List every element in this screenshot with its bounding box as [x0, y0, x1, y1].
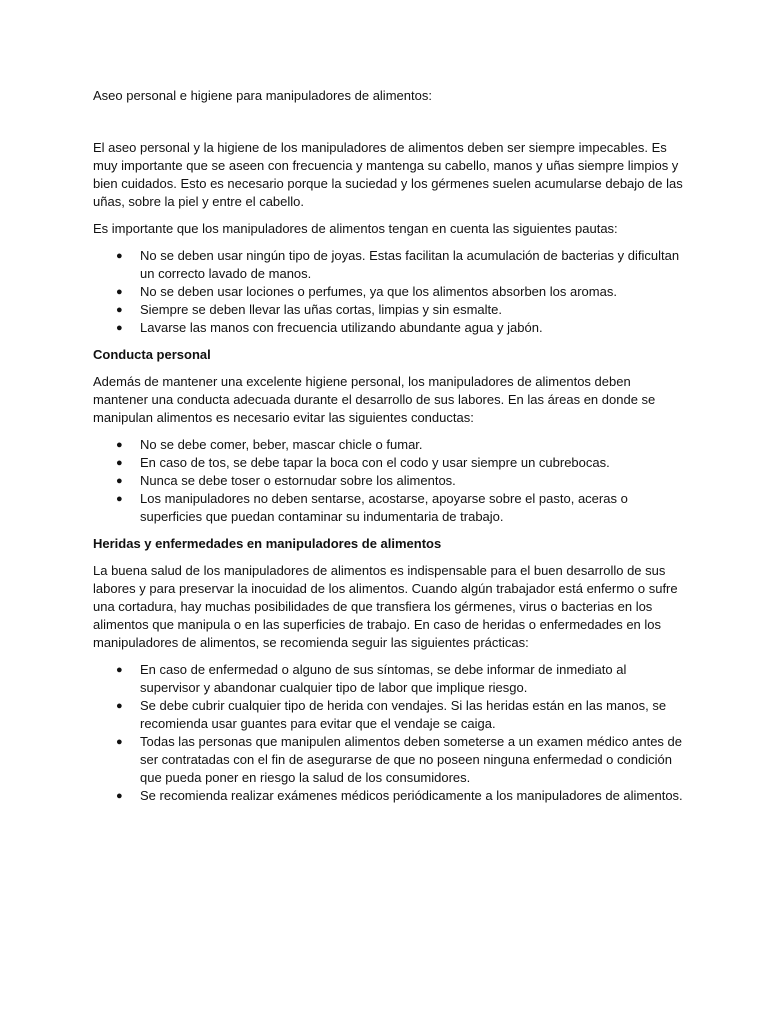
bullet-icon: ● — [116, 664, 123, 676]
bullet-icon: ● — [116, 286, 123, 298]
list-item-text: Siempre se deben llevar las uñas cortas, limpias y sin esmalte. — [140, 302, 502, 317]
conduct-list — [93, 436, 683, 526]
bullet-icon: ● — [116, 304, 123, 316]
guidelines-intro: Es importante que los manipuladores de alimentos tengan en cuenta las siguientes pautas: — [93, 221, 618, 236]
list-item — [93, 490, 683, 526]
list-item-text: No se debe comer, beber, mascar chicle o fumar. — [140, 437, 423, 452]
list-item — [93, 454, 683, 472]
conduct-heading: Conducta personal — [93, 347, 211, 362]
list-item — [93, 436, 683, 454]
list-item — [93, 301, 683, 319]
bullet-icon: ● — [116, 736, 123, 748]
bullet-icon: ● — [116, 493, 123, 505]
intro-paragraph: El aseo personal y la higiene de los manipuladores de alimentos deben ser siempre impecables. Es muy importante que se aseen con frecuencia y mantenga su cabello, manos y uñas siempre limpios y bien cuidados. Esto es necesario porque la suciedad y los gérmenes suelen acumularse debajo de las uñas, sobre la piel y entre el cabello. — [93, 140, 683, 209]
list-item-text: Nunca se debe toser o estornudar sobre los alimentos. — [140, 473, 456, 488]
bullet-icon: ● — [116, 250, 123, 262]
injuries-paragraph: La buena salud de los manipuladores de alimentos es indispensable para el buen desarrollo de sus labores y para preservar la inocuidad de los alimentos. Cuando algún trabajador está enfermo o sufre una cortadura, hay muchas posibilidades de que transfiera los gérmenes, virus o bacterias en los alimentos que manipula o en las superficies de trabajo. En caso de heridas o enfermedades en los manipuladores de alimentos, se recomienda seguir las siguientes prácticas: — [93, 563, 678, 650]
bullet-icon: ● — [116, 790, 123, 802]
bullet-icon: ● — [116, 439, 123, 451]
list-item — [93, 661, 683, 697]
document-title: Aseo personal e higiene para manipuladores de alimentos: — [93, 88, 432, 103]
list-item-text: Se recomienda realizar exámenes médicos periódicamente a los manipuladores de alimentos. — [140, 788, 683, 803]
guidelines-list — [93, 247, 683, 337]
list-item-text: Todas las personas que manipulen alimentos deben someterse a un examen médico antes de ser contratadas con el fin de asegurarse de que no poseen ninguna enfermedad o condición que pueda poner en riesgo la salud de los consumidores. — [140, 734, 683, 785]
list-item-text: En caso de tos, se debe tapar la boca con el codo y usar siempre un cubrebocas. — [140, 455, 610, 470]
bullet-icon: ● — [116, 475, 123, 487]
list-item-text: Se debe cubrir cualquier tipo de herida con vendajes. Si las heridas están en las manos, se recomienda usar guantes para evitar que el vendaje se caiga. — [140, 698, 667, 731]
conduct-paragraph: Además de mantener una excelente higiene personal, los manipuladores de alimentos deben mantener una conducta adecuada durante el desarrollo de sus labores. En las áreas en donde se manipulan alimentos es necesario evitar las siguientes conductas: — [93, 374, 656, 425]
document-page — [93, 87, 683, 814]
list-item — [93, 697, 683, 733]
list-item — [93, 787, 683, 805]
list-item — [93, 472, 683, 490]
injuries-heading: Heridas y enfermedades en manipuladores de alimentos — [93, 536, 442, 551]
list-item-text: No se deben usar ningún tipo de joyas. Estas facilitan la acumulación de bacterias y dificultan un correcto lavado de manos. — [140, 248, 680, 281]
list-item — [93, 247, 683, 283]
bullet-icon: ● — [116, 322, 123, 334]
list-item-text: Los manipuladores no deben sentarse, acostarse, apoyarse sobre el pasto, aceras o superficies que puedan contaminar su indumentaria de trabajo. — [140, 491, 628, 524]
list-item — [93, 283, 683, 301]
bullet-icon: ● — [116, 457, 123, 469]
list-item-text: No se deben usar lociones o perfumes, ya que los alimentos absorben los aromas. — [140, 284, 617, 299]
bullet-icon: ● — [116, 700, 123, 712]
injuries-list — [93, 661, 683, 805]
list-item — [93, 733, 683, 787]
list-item — [93, 319, 683, 337]
list-item-text: Lavarse las manos con frecuencia utilizando abundante agua y jabón. — [140, 320, 543, 335]
list-item-text: En caso de enfermedad o alguno de sus síntomas, se debe informar de inmediato al supervisor y abandonar cualquier tipo de labor que implique riesgo. — [140, 662, 627, 695]
